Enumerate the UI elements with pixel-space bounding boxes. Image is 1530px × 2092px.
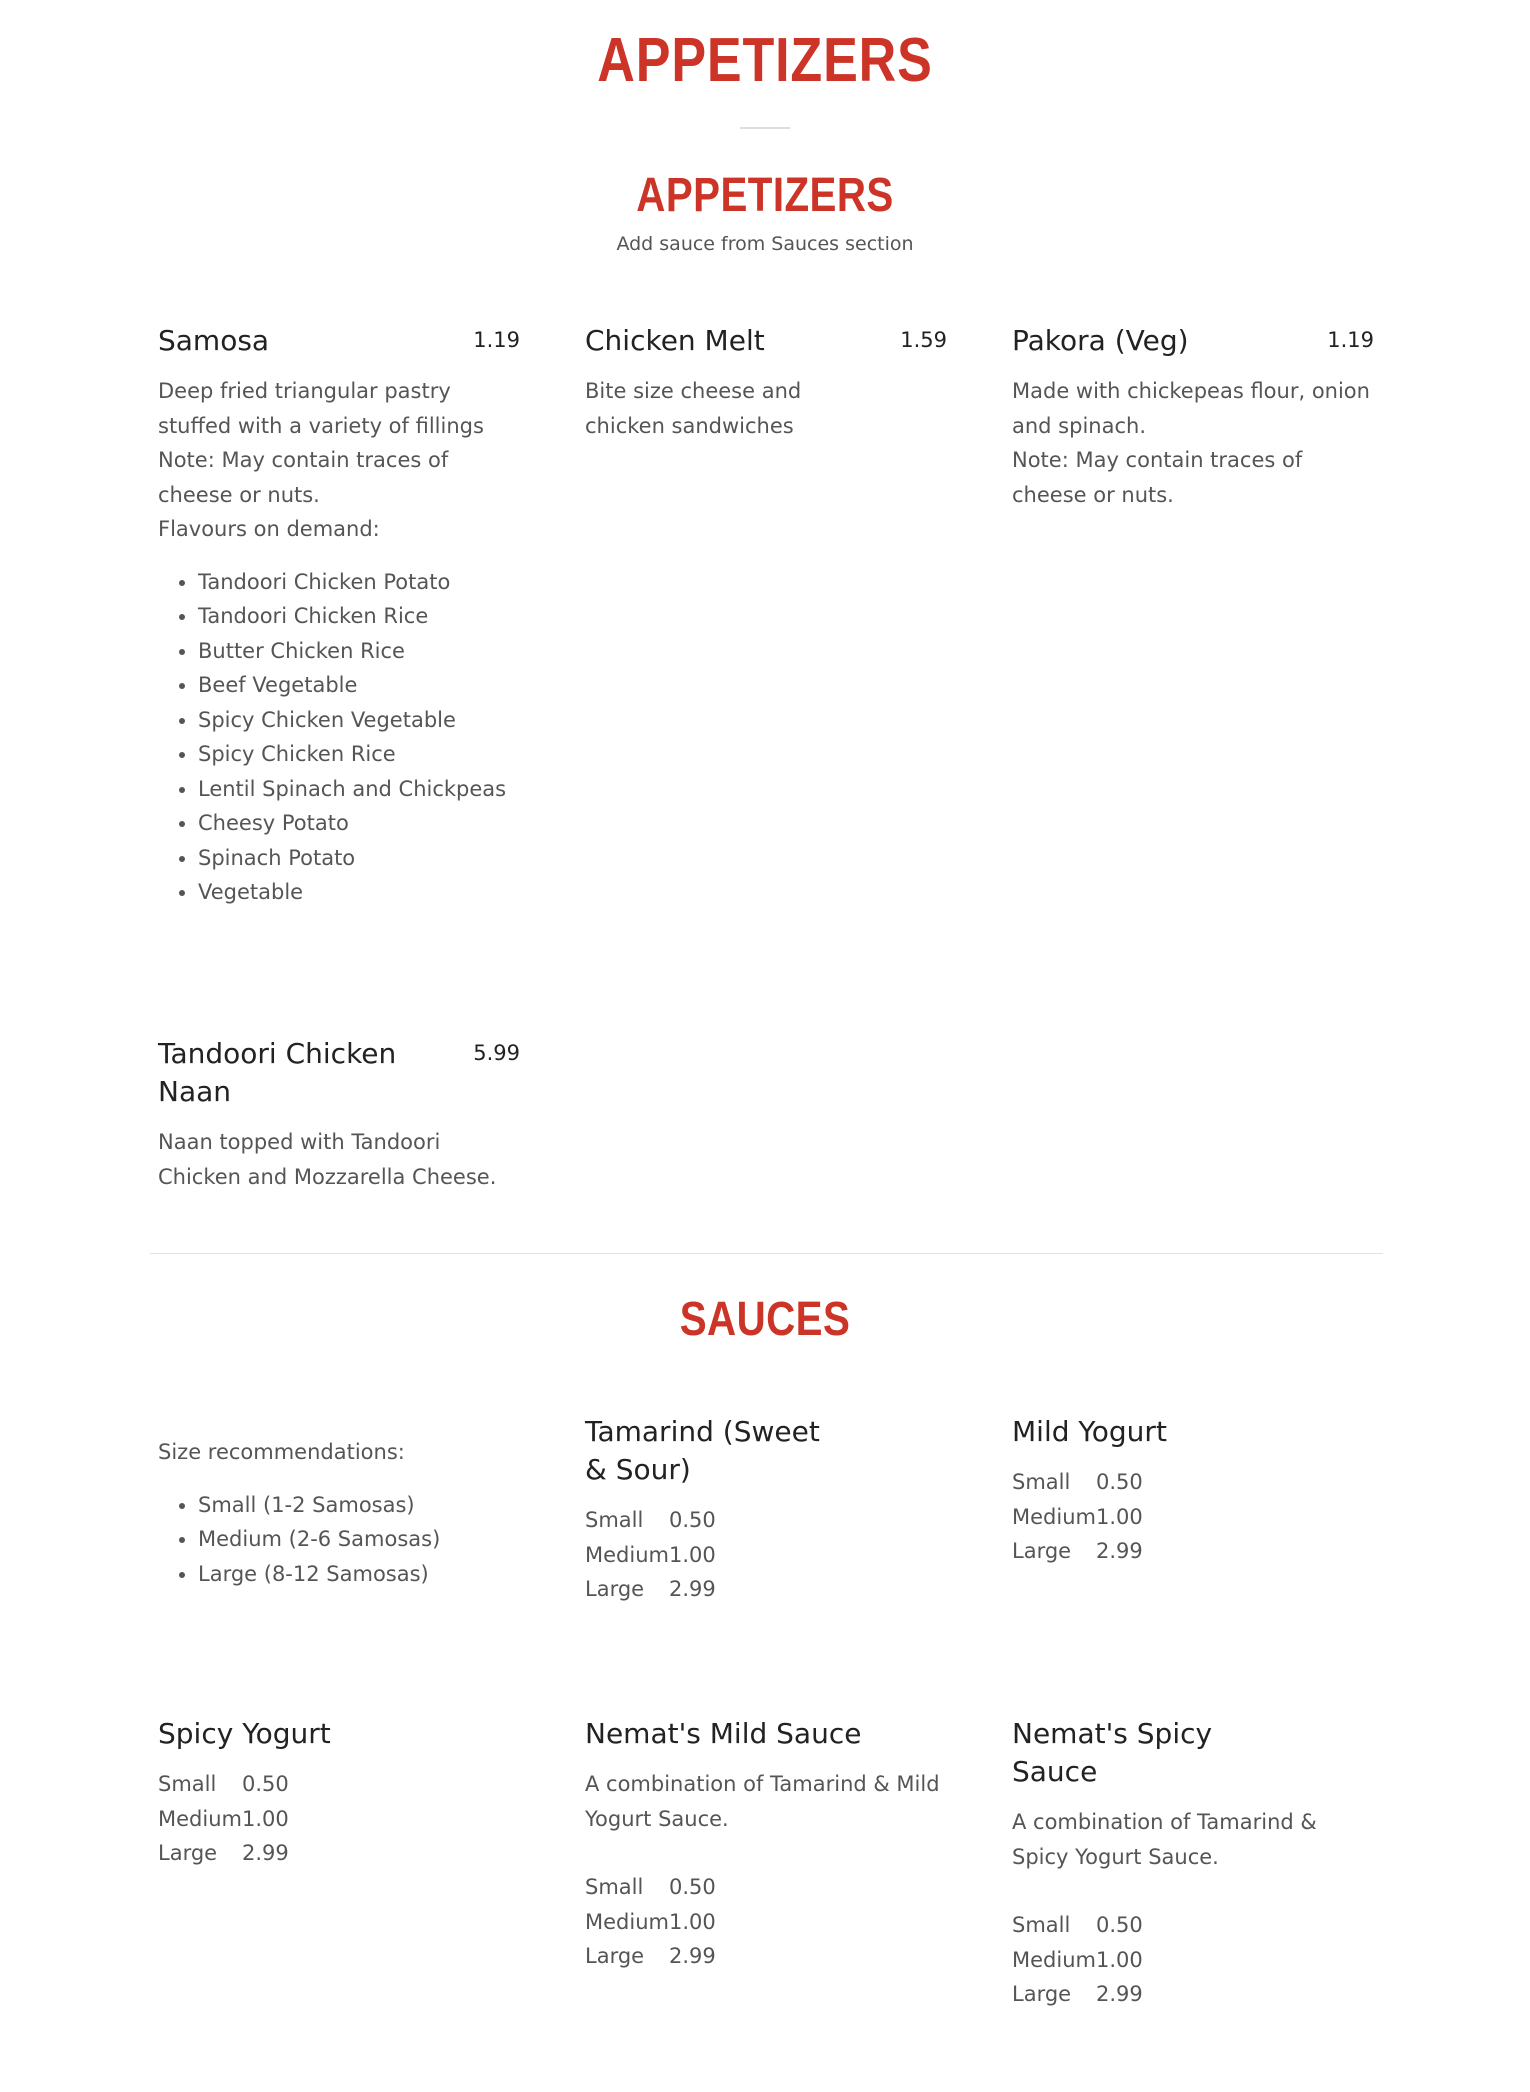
sauces-heading: SAUCES bbox=[679, 1293, 851, 1346]
size-price: 2.99 bbox=[1095, 1539, 1143, 1563]
table-row bbox=[585, 1870, 716, 1905]
table-row bbox=[1012, 1465, 1143, 1500]
list-item: • Beef Vegetable bbox=[198, 668, 520, 703]
title-divider bbox=[740, 127, 790, 129]
item-description: Bite size cheese and chicken sandwiches bbox=[585, 379, 802, 438]
size-price: 1.00 bbox=[668, 1542, 716, 1567]
table-row bbox=[158, 1836, 289, 1871]
size-recommendations-list bbox=[158, 1488, 520, 1592]
item-name: Tandoori Chicken Naan bbox=[158, 1037, 397, 1108]
table-row bbox=[1012, 1977, 1143, 2012]
item-price: 1.19 bbox=[473, 328, 520, 352]
size-price: 0.50 bbox=[668, 1508, 716, 1532]
item-name: Mild Yogurt bbox=[1012, 1415, 1167, 1448]
item-price: 1.19 bbox=[1327, 328, 1374, 352]
item-description: A combination of Tamarind & Spicy Yogurt Sauce. bbox=[1012, 1810, 1317, 1869]
size-price-table bbox=[585, 1870, 716, 1974]
table-row bbox=[1012, 1534, 1143, 1569]
table-row bbox=[585, 1572, 716, 1607]
item-description: Naan topped with Tandoori Chicken and Mozzarella Cheese. bbox=[158, 1130, 497, 1189]
appetizers-heading: APPETIZERS bbox=[636, 169, 894, 222]
table-row bbox=[1012, 1500, 1143, 1535]
sauce-item-nemats-mild[interactable] bbox=[585, 1715, 947, 1974]
appetizers-subtitle: Add sauce from Sauces section bbox=[616, 233, 914, 255]
item-description: Made with chickepeas flour, onion and spinach. Note: May contain traces of cheese or nuts. bbox=[1012, 379, 1370, 507]
table-row bbox=[585, 1538, 716, 1573]
size-label: Large bbox=[585, 1944, 645, 1968]
list-item: • Tandoori Chicken Potato bbox=[198, 565, 520, 600]
item-description: A combination of Tamarind & Mild Yogurt Sauce. bbox=[585, 1772, 940, 1831]
list-item: • Small (1-2 Samosas) bbox=[198, 1488, 520, 1523]
size-price-table bbox=[158, 1767, 289, 1871]
size-price: 0.50 bbox=[668, 1875, 716, 1899]
size-price: 1.00 bbox=[668, 1909, 716, 1934]
sauce-item-nemats-spicy[interactable] bbox=[1012, 1715, 1374, 2012]
list-item: • Vegetable bbox=[198, 875, 520, 910]
menu-item-samosa[interactable] bbox=[158, 322, 520, 910]
size-price: 1.00 bbox=[1095, 1947, 1143, 1972]
list-item: • Butter Chicken Rice bbox=[198, 634, 520, 669]
menu-item-pakora[interactable] bbox=[1012, 322, 1374, 512]
list-item: • Cheesy Potato bbox=[198, 806, 520, 841]
size-price: 1.00 bbox=[241, 1806, 289, 1831]
table-row bbox=[158, 1802, 289, 1837]
size-label: Small bbox=[1012, 1913, 1071, 1937]
sauce-item-mild-yogurt[interactable] bbox=[1012, 1413, 1374, 1569]
size-label: Small bbox=[158, 1772, 217, 1796]
list-item: • Spicy Chicken Vegetable bbox=[198, 703, 520, 738]
table-row bbox=[1012, 1943, 1143, 1978]
size-label: Large bbox=[1012, 1982, 1072, 2006]
sauce-item-spicy-yogurt[interactable] bbox=[158, 1715, 520, 1871]
size-label: Large bbox=[158, 1841, 218, 1865]
size-label: Medium bbox=[158, 1806, 242, 1831]
table-row bbox=[585, 1939, 716, 1974]
menu-item-chicken-melt[interactable] bbox=[585, 322, 947, 443]
list-item: • Lentil Spinach and Chickpeas bbox=[198, 772, 520, 807]
sauce-item-tamarind[interactable] bbox=[585, 1413, 947, 1607]
item-name: Nemat's Mild Sauce bbox=[585, 1717, 862, 1750]
item-description: Deep fried triangular pastry stuffed with a variety of fillings Note: May contain traces of cheese or nuts. Flavours on demand: bbox=[158, 379, 484, 541]
table-row bbox=[585, 1905, 716, 1940]
size-price: 2.99 bbox=[241, 1841, 289, 1865]
size-label: Medium bbox=[1012, 1504, 1096, 1529]
size-price-table bbox=[1012, 1908, 1143, 2012]
item-name: Nemat's Spicy Sauce bbox=[1012, 1717, 1213, 1788]
list-item: • Tandoori Chicken Rice bbox=[198, 599, 520, 634]
size-price: 2.99 bbox=[668, 1944, 716, 1968]
size-label: Small bbox=[585, 1875, 644, 1899]
item-name: Tamarind (Sweet & Sour) bbox=[585, 1415, 820, 1486]
size-price: 1.00 bbox=[1095, 1504, 1143, 1529]
size-price: 2.99 bbox=[668, 1577, 716, 1601]
item-price: 5.99 bbox=[473, 1041, 520, 1065]
size-label: Medium bbox=[585, 1909, 669, 1934]
item-name: Spicy Yogurt bbox=[158, 1717, 331, 1750]
item-name: Pakora (Veg) bbox=[1012, 324, 1189, 357]
list-item: • Spinach Potato bbox=[198, 841, 520, 876]
size-label: Small bbox=[585, 1508, 644, 1532]
item-name: Samosa bbox=[158, 324, 270, 357]
size-label: Small bbox=[1012, 1470, 1071, 1494]
size-price: 0.50 bbox=[1095, 1470, 1143, 1494]
size-recommendations-label: Size recommendations: bbox=[158, 1440, 405, 1464]
page-title: APPETIZERS bbox=[597, 26, 933, 95]
size-price: 0.50 bbox=[1095, 1913, 1143, 1937]
table-row bbox=[158, 1767, 289, 1802]
size-price: 2.99 bbox=[1095, 1982, 1143, 2006]
size-label: Large bbox=[585, 1577, 645, 1601]
table-row bbox=[1012, 1908, 1143, 1943]
size-label: Medium bbox=[1012, 1947, 1096, 1972]
menu-item-tandoori-chicken-naan[interactable] bbox=[158, 1035, 520, 1194]
flavours-list bbox=[158, 565, 520, 910]
item-price: 1.59 bbox=[900, 328, 947, 352]
list-item: • Spicy Chicken Rice bbox=[198, 737, 520, 772]
table-row bbox=[585, 1503, 716, 1538]
section-divider bbox=[150, 1253, 1383, 1254]
size-price-table bbox=[1012, 1465, 1143, 1569]
item-name: Chicken Melt bbox=[585, 324, 765, 357]
size-recommendations bbox=[158, 1435, 520, 1591]
size-label: Medium bbox=[585, 1542, 669, 1567]
list-item: • Medium (2-6 Samosas) bbox=[198, 1522, 520, 1557]
size-label: Large bbox=[1012, 1539, 1072, 1563]
list-item: • Large (8-12 Samosas) bbox=[198, 1557, 520, 1592]
size-price: 0.50 bbox=[241, 1772, 289, 1796]
size-price-table bbox=[585, 1503, 716, 1607]
